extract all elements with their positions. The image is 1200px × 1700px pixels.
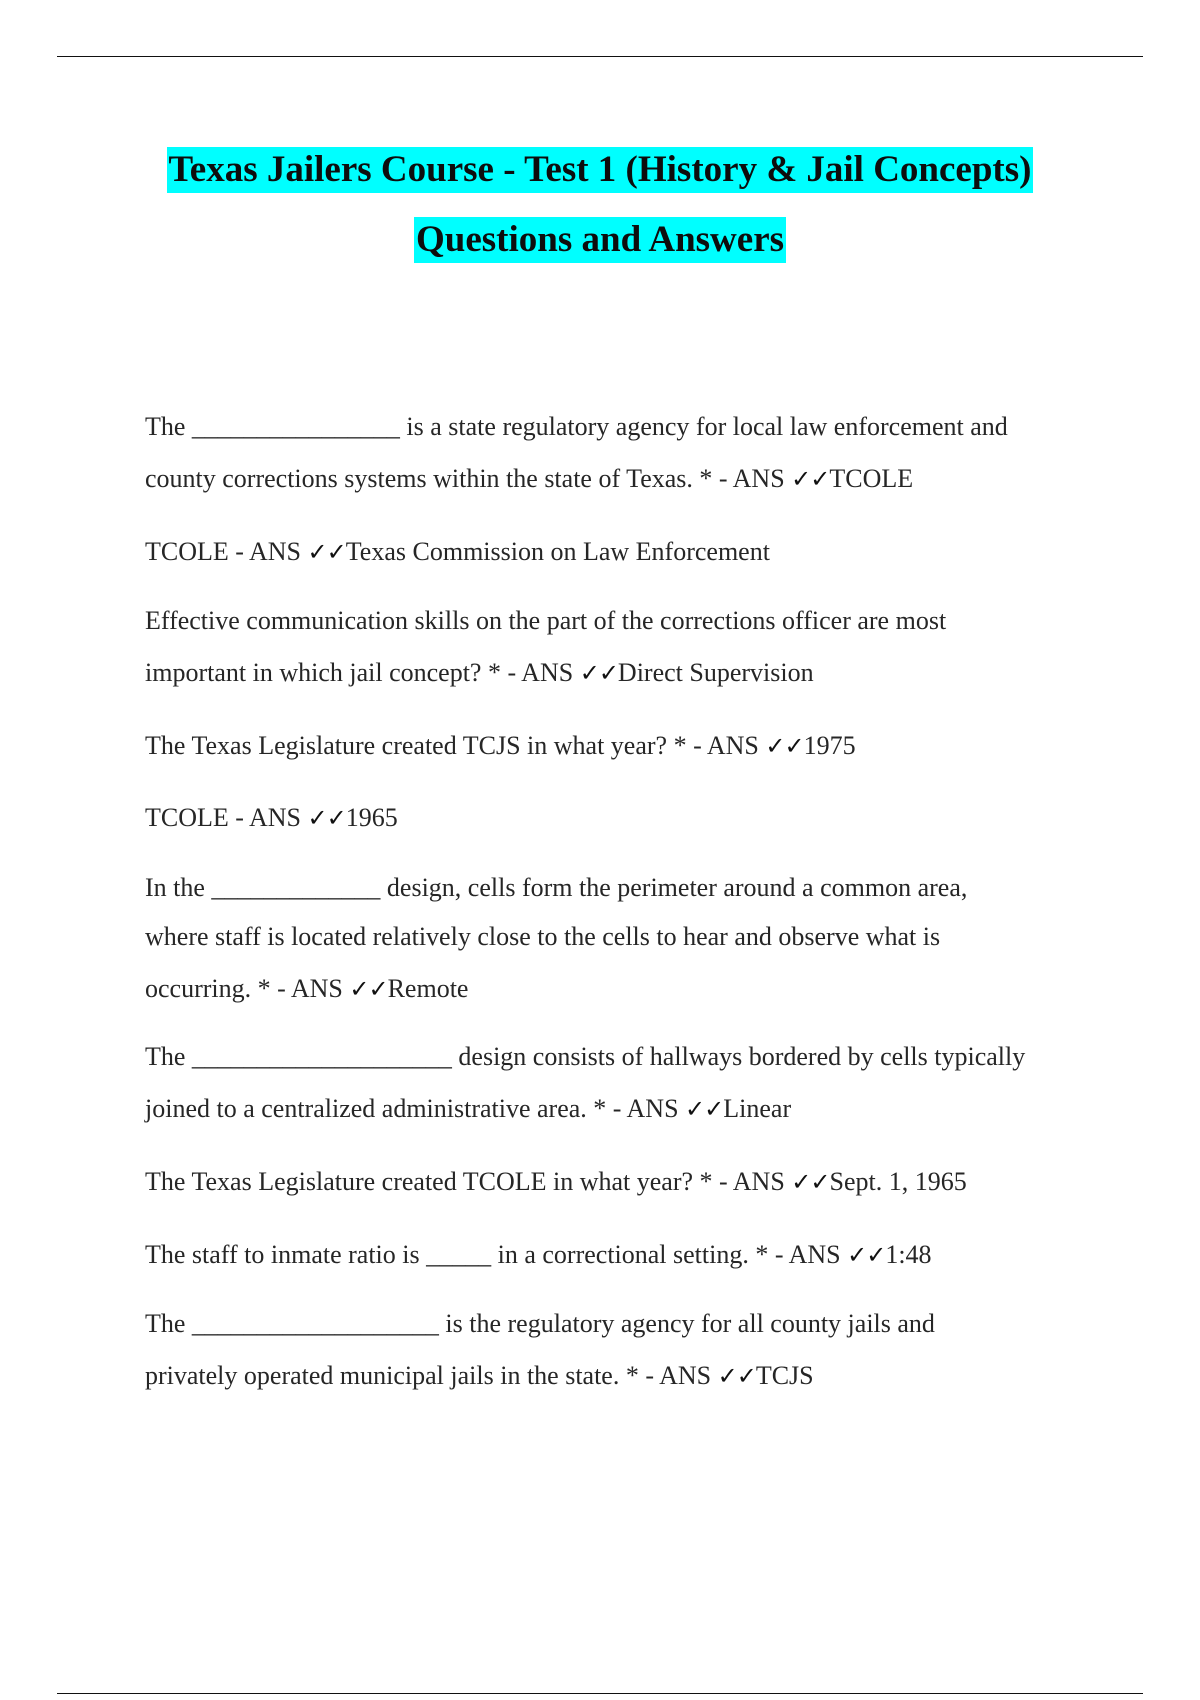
ans-label: - ANS [228,803,308,832]
answer-text: Linear [723,1094,792,1123]
ans-label: - ANS [712,464,792,493]
answer-text: Direct Supervision [617,658,814,687]
double-check-icon: ✓✓ [349,975,388,1003]
ans-label: - ANS [500,658,580,687]
answer-text: TCJS [755,1361,814,1390]
document-subtitle: Questions and Answers [414,217,786,263]
answer-text: TCOLE [829,464,914,493]
question-line: The ________________ is a state regulatory agency for local law enforcement and [145,412,1008,441]
double-check-icon: ✓✓ [685,1095,724,1123]
qa-item-7 [145,1031,1105,1135]
title-line-1-block [0,147,1200,193]
answer-text: Sept. 1, 1965 [829,1167,967,1196]
double-check-icon: ✓✓ [307,804,346,832]
question-line: In the _____________ design, cells form the perimeter around a common area, [145,873,968,902]
answer-text: 1975 [803,731,856,760]
question-line: privately operated municipal jails in the state. * [145,1361,639,1390]
double-check-icon: ✓✓ [765,732,804,760]
question-line: The Texas Legislature created TCOLE in what year? * [145,1167,713,1196]
qa-item-10 [145,1298,1105,1402]
double-check-icon: ✓✓ [791,1168,830,1196]
ans-label: - ANS [270,974,350,1003]
double-check-icon: ✓✓ [791,465,830,493]
question-line: TCOLE [145,537,229,566]
qa-item-3 [145,595,1105,699]
qa-item-5 [145,792,1105,844]
bottom-rule [57,1693,1143,1694]
question-line: joined to a centralized administrative area. * [145,1094,607,1123]
question-line: TCOLE [145,803,229,832]
title-line-2-block [0,217,1200,263]
question-line: The ___________________ is the regulatory agency for all county jails and [145,1309,935,1338]
ans-label: - ANS [712,1167,792,1196]
ans-label: - ANS [638,1361,718,1390]
question-line: Effective communication skills on the part of the corrections officer are most [145,606,947,635]
top-rule [57,56,1143,57]
ans-label: - ANS [228,537,308,566]
qa-item-2 [145,526,1105,578]
qa-item-9 [145,1229,1105,1281]
question-line: The staff to inmate ratio is _____ in a correctional setting. * [145,1240,769,1269]
ans-label: - ANS [768,1240,848,1269]
question-line: county corrections systems within the state of Texas. * [145,464,713,493]
ans-label: - ANS [606,1094,686,1123]
answer-text: Texas Commission on Law Enforcement [345,537,770,566]
ans-label: - ANS [686,731,766,760]
qa-item-8 [145,1156,1105,1208]
double-check-icon: ✓✓ [307,538,346,566]
answer-text: 1965 [345,803,398,832]
question-line: The Texas Legislature created TCJS in what year? * [145,731,687,760]
double-check-icon: ✓✓ [847,1241,886,1269]
answer-text: 1:48 [885,1240,932,1269]
qa-item-1 [145,401,1105,505]
question-line: important in which jail concept? * [145,658,501,687]
qa-item-4 [145,720,1105,772]
double-check-icon: ✓✓ [579,659,618,687]
question-line: The ____________________ design consists of hallways bordered by cells typically [145,1042,1026,1071]
question-line: where staff is located relatively close to the cells to hear and observe what is [145,922,941,951]
answer-text: Remote [387,974,469,1003]
question-line: occurring. * [145,974,271,1003]
qa-item-6 [145,862,1105,1015]
document-title: Texas Jailers Course - Test 1 (History & Jail Concepts) [167,147,1034,193]
double-check-icon: ✓✓ [717,1362,756,1390]
